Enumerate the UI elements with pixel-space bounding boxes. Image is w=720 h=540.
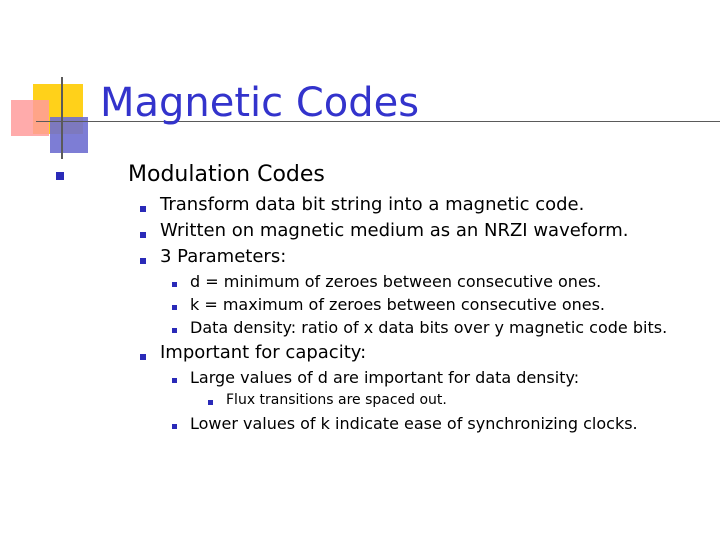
bullet-icon xyxy=(56,172,64,180)
bullet-item-lower-k: Lower values of k indicate ease of synchronizing clocks. xyxy=(190,414,638,433)
bullet-item-d-parameter: d = minimum of zeroes between consecutive ones. xyxy=(190,272,602,291)
bullet-icon xyxy=(140,258,146,264)
bullet-icon xyxy=(140,206,146,212)
bullet-item-capacity: Important for capacity: xyxy=(160,342,367,363)
bullet-icon xyxy=(172,282,177,287)
bullet-icon xyxy=(172,378,177,383)
bullet-item-flux-transitions: Flux transitions are spaced out. xyxy=(226,392,447,408)
slide-title: Magnetic Codes xyxy=(100,80,420,126)
decoration-red-square xyxy=(11,100,49,136)
bullet-icon xyxy=(172,424,177,429)
decoration-vertical-line xyxy=(61,77,63,159)
bullet-icon xyxy=(208,400,213,405)
bullet-item-data-density: Data density: ratio of x data bits over y magnetic code bits. xyxy=(190,318,668,337)
bullet-icon xyxy=(140,232,146,238)
bullet-item-written: Written on magnetic medium as an NRZI waveform. xyxy=(160,220,629,241)
bullet-icon xyxy=(140,354,146,360)
bullet-item-modulation-codes: Modulation Codes xyxy=(128,162,325,187)
bullet-icon xyxy=(172,328,177,333)
bullet-item-parameters: 3 Parameters: xyxy=(160,246,287,267)
bullet-item-large-d: Large values of d are important for data density: xyxy=(190,368,580,387)
bullet-item-k-parameter: k = maximum of zeroes between consecutive ones. xyxy=(190,295,606,314)
bullet-icon xyxy=(172,305,177,310)
decoration-blue-square xyxy=(50,117,88,153)
bullet-item-transform: Transform data bit string into a magnetic code. xyxy=(160,194,585,215)
